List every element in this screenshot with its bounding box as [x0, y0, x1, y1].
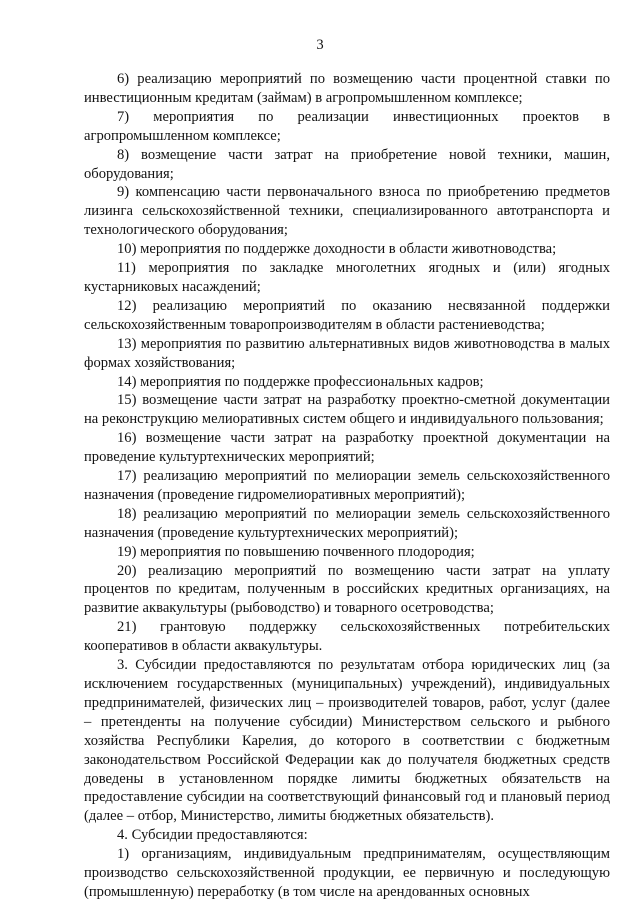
document-body — [84, 70, 610, 902]
section-3-paragraph: 3. Субсидии предоставляются по результатам отбора юридических лиц (за исключением государственных (муниципальных) учреждений), индивидуальных предпринимателей, физических лиц – производителей товаров, работ, услуг (далее – претенденты на получение субсидии) Министерством сельского и рыбного хозяйства Республики Карелия, до которого в соответствии с бюджетным законодательством Российской Федерации как до получателя бюджетных средств доведены в установленном порядке лимиты бюджетных обязательств на предоставление субсидии на соответствующий финансовый год и плановый период (далее – отбор, Министерство, лимиты бюджетных обязательств). — [84, 657, 610, 825]
paragraph-item-13: 13) мероприятия по развитию альтернативных видов животноводства в малых формах хозяйствования; — [84, 335, 610, 371]
paragraph-item-20: 20) реализацию мероприятий по возмещению части затрат на уплату процентов по кредитам, полученным в российских кредитных организациях, на развитие аквакультуры (рыбоводство) и товарного осетроводства; — [84, 562, 610, 617]
section-4-heading: 4. Субсидии предоставляются: — [117, 827, 308, 844]
paragraph-item-17: 17) реализацию мероприятий по мелиорации земель сельскохозяйственного назначения (проведение гидромелиоративных мероприятий); — [84, 468, 610, 503]
paragraph-item-8: 8) возмещение части затрат на приобретение новой техники, машин, оборудования; — [84, 146, 610, 182]
paragraph-item-6: 6) реализацию мероприятий по возмещению части процентной ставки по инвестиционным кредитам (займам) в агропромышленном комплексе; — [84, 71, 610, 106]
paragraph-item-19: 19) мероприятия по повышению почвенного плодородия; — [117, 543, 475, 560]
paragraph-item-16: 16) возмещение части затрат на разработку проектной документации на проведение культуртехнических мероприятий; — [84, 430, 610, 466]
paragraph-item-15: 15) возмещение части затрат на разработку проектно-сметной документации на реконструкцию мелиоративных систем общего и индивидуального пользования; — [84, 392, 610, 428]
paragraph-item-14: 14) мероприятия по поддержке профессиональных кадров; — [117, 373, 484, 390]
page-number: 3 — [316, 37, 324, 53]
paragraph-item-7: 7) мероприятия по реализации инвестиционных проектов в агропромышленном комплексе; — [84, 108, 610, 144]
paragraph-item-11: 11) мероприятия по закладке многолетних ягодных и (или) ягодных кустарниковых насаждений; — [84, 260, 610, 295]
paragraph-item-12: 12) реализацию мероприятий по оказанию несвязанной поддержки сельскохозяйственным товаропроизводителям в области растениеводства; — [84, 297, 610, 333]
paragraph-item-21: 21) грантовую поддержку сельскохозяйственных потребительских кооперативов в области аквакультуры. — [84, 619, 610, 655]
section-4-item-1: 1) организациям, индивидуальным предпринимателям, осуществляющим производство сельскохозяйственной продукции, ее первичную и последующую (промышленную) переработку (в том числе на арендованных основных — [84, 846, 610, 900]
paragraph-item-18: 18) реализацию мероприятий по мелиорации земель сельскохозяйственного назначения (проведение культуртехнических мероприятий); — [84, 505, 610, 541]
paragraph-item-10: 10) мероприятия по поддержке доходности в области животноводства; — [117, 241, 557, 258]
paragraph-item-9: 9) компенсацию части первоначального взноса по приобретению предметов лизинга сельскохозяйственной техники, специализированного автотранспорта и технологического оборудования; — [84, 184, 610, 239]
